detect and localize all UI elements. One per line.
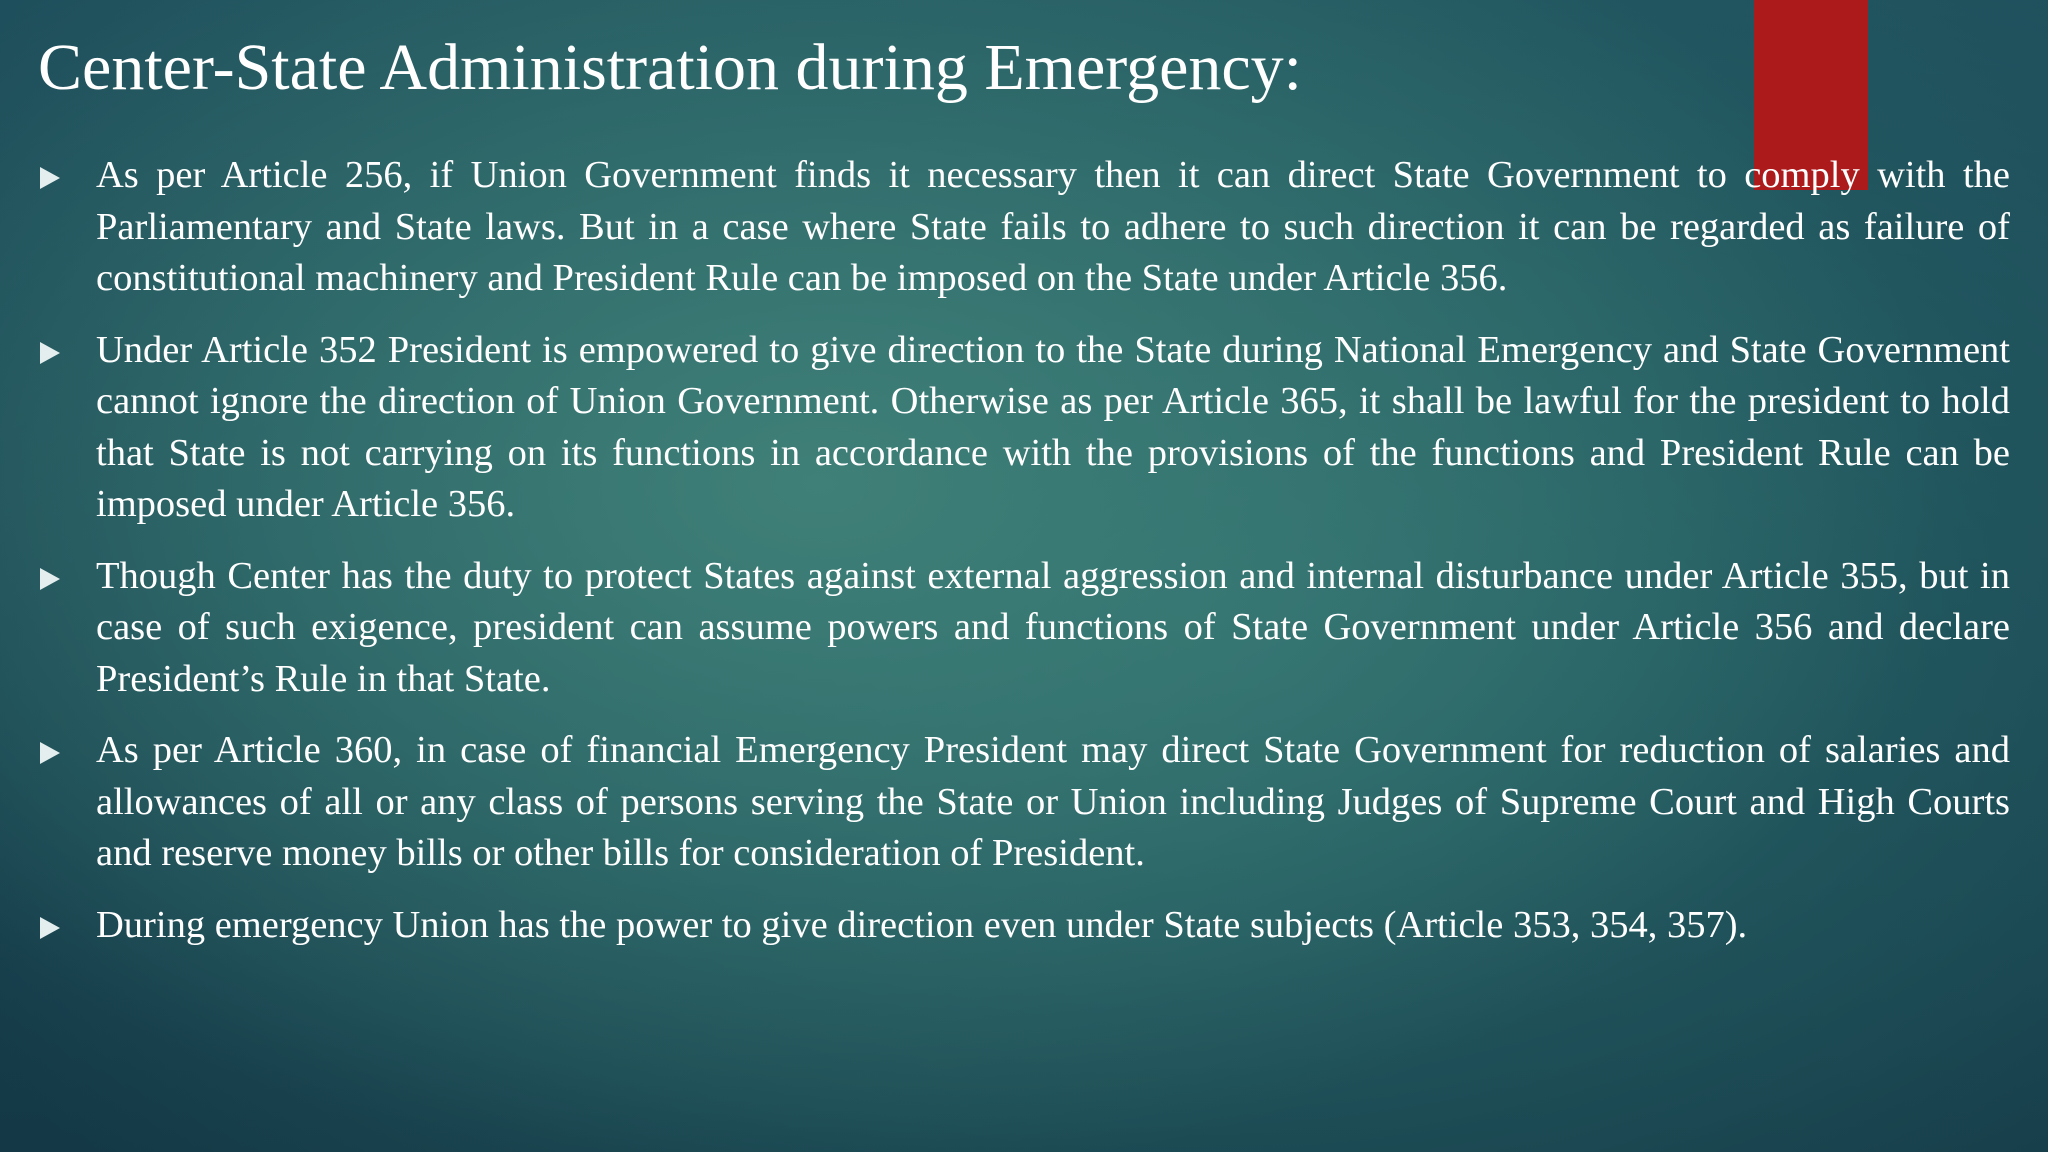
bullet-text: As per Article 360, in case of financial Emergency President may direct State Government for reduction of salaries and allowances of all or any class of persons serving the State or Union including Judges of Supreme Court and High Courts and reserve money bills or other bills for consideration of President. <box>96 729 2010 874</box>
bullet-item <box>36 325 2010 531</box>
triangle-right-icon <box>40 342 60 364</box>
triangle-right-icon <box>40 917 60 939</box>
bullet-list <box>36 150 2010 971</box>
bullet-item <box>36 725 2010 880</box>
triangle-right-icon <box>40 568 60 590</box>
triangle-right-icon <box>40 742 60 764</box>
slide-title: Center-State Administration during Emergency: <box>38 31 1303 104</box>
bullet-item <box>36 150 2010 305</box>
bullet-item <box>36 900 2010 952</box>
bullet-text: During emergency Union has the power to give direction even under State subjects (Article 353, 354, 357). <box>96 903 1748 946</box>
bullet-text: Though Center has the duty to protect States against external aggression and internal disturbance under Article 355, but in case of such exigence, president can assume powers and functions of State Government under Article 356 and declare President’s Rule in that State. <box>96 554 2010 700</box>
bullet-text: As per Article 256, if Union Government finds it necessary then it can direct State Government to comply with the Parliamentary and State laws. But in a case where State fails to adhere to such direction it can be regarded as failure of constitutional machinery and President Rule can be imposed on the State under Article 356. <box>96 154 2010 299</box>
triangle-right-icon <box>40 167 60 189</box>
bullet-item <box>36 551 2010 706</box>
bullet-text: Under Article 352 President is empowered to give direction to the State during National Emergency and State Government cannot ignore the direction of Union Government. Otherwise as per Article 365, it shall be lawful for the president to hold that State is not carrying on its functions in accordance with the provisions of the functions and President Rule can be imposed under Article 356. <box>96 328 2010 525</box>
